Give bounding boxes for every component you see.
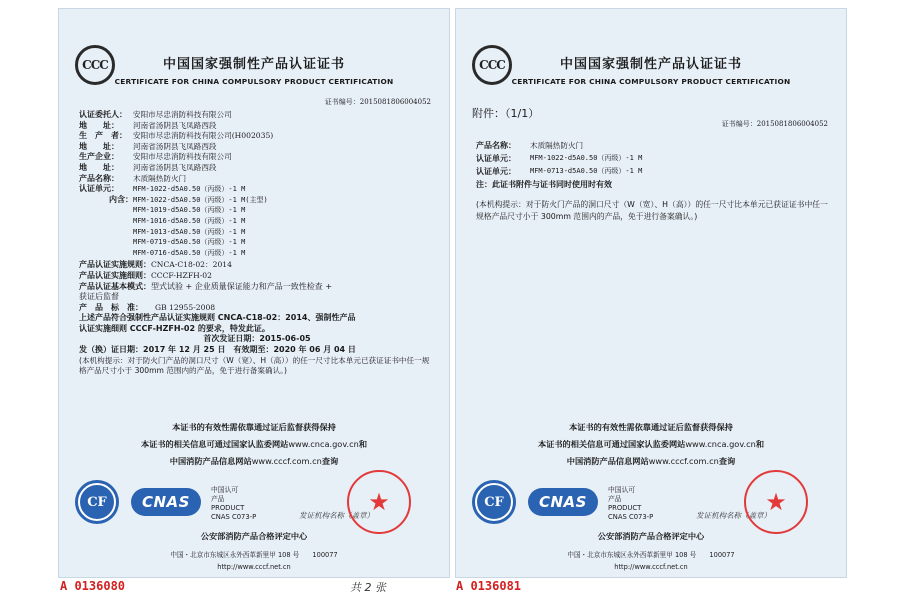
validity-line-2-pre: 本证书的相关信息可通过国家认监委网站: [537, 439, 686, 449]
field-row: [79, 121, 435, 132]
field-row: [79, 195, 435, 206]
ccc-logo-icon: CCC: [75, 45, 115, 85]
serial-number-right: A 0136081: [456, 579, 522, 593]
rule-value: CNCA-C18-02：2014: [151, 260, 232, 270]
cnca-link[interactable]: www.cnca.gov.cn: [288, 439, 359, 449]
field-row: [476, 152, 832, 165]
issuing-org: 公安部消防产品合格评定中心: [200, 531, 308, 541]
product-line: CNAS C073-P: [608, 513, 654, 521]
field-row: [79, 163, 435, 174]
field-row: [79, 142, 435, 153]
contains-item: MFM-1013-d5A0.50（丙级）-1 M: [133, 227, 246, 236]
field-label: 认证单元：: [476, 154, 516, 163]
star-icon: ★: [368, 488, 390, 516]
red-seal-stamp: [744, 470, 808, 534]
contains-row: [79, 227, 435, 238]
certificate-title-en: CERTIFICATE FOR CHINA COMPULSORY PRODUCT CERTIFICATION: [114, 77, 394, 86]
field-value: 河南省汤阴县飞凤路西段: [133, 141, 217, 151]
org-website[interactable]: http://www.cccf.net.cn: [614, 563, 688, 571]
validity-line-3: [456, 453, 846, 470]
certificate-title-cn: 中国国家强制性产品认证证书: [162, 57, 345, 72]
validity-line-2: [456, 436, 846, 453]
field-row: [79, 110, 435, 121]
attachment-note: 注：此证书附件与证书同时使用时有效: [476, 180, 612, 189]
issue-dates: 发（换）证日期：2017 年 12 月 25 日 有效期至：2020 年 06 月 04 日: [79, 345, 356, 355]
rule-row: [79, 260, 435, 271]
field-row: [79, 152, 435, 163]
validity-line-3: [59, 453, 449, 470]
field-label: 内含：: [109, 194, 133, 204]
field-value: 河南省汤阴县飞凤路西段: [133, 162, 217, 172]
validity-line-3-pre: 中国消防产品信息网站: [169, 456, 252, 466]
standard-row: [79, 303, 435, 314]
standard-label: 产 品 标 准：: [79, 302, 143, 312]
detail-value: CCCF-HZFH-02: [151, 270, 212, 280]
validity-line-2-post: 和: [358, 439, 368, 449]
validity-block: [456, 419, 846, 470]
field-label: 产品名称：: [476, 141, 516, 150]
cccf-link[interactable]: www.cccf.com.cn: [251, 456, 322, 466]
validity-line-3-pre: 中国消防产品信息网站: [566, 456, 649, 466]
product-line: CNAS C073-P: [211, 513, 257, 521]
field-value: 安阳市尽忠消防科技有限公司(H002035): [133, 131, 274, 141]
field-label: 地 址：: [79, 141, 119, 151]
field-row: [79, 174, 435, 185]
issuing-org: 公安部消防产品合格评定中心: [597, 531, 705, 541]
field-value: 安阳市尽忠消防科技有限公司: [133, 152, 232, 162]
validity-block: [59, 419, 449, 470]
certificate-main: [58, 8, 450, 578]
validity-line-1: 本证书的有效性需依靠通过证后监督获得保持: [569, 422, 733, 432]
contains-item: MFM-1016-d5A0.50（丙级）-1 M: [133, 216, 246, 225]
certificate-fields: [79, 110, 435, 376]
field-label: 认证委托人：: [79, 110, 127, 119]
field-label: 认证单元：: [79, 184, 119, 194]
contains-row: [79, 248, 435, 259]
field-label: 生产企业：: [79, 152, 119, 162]
validity-line-3-post: 查询: [321, 456, 339, 466]
first-issue-date: 首次发证日期：2015-06-05: [203, 334, 311, 344]
cccf-logo-icon: CF: [472, 480, 516, 524]
certificate-number: 证书编号：2015081806004052: [721, 120, 828, 128]
field-row: [79, 131, 435, 142]
ccc-logo-icon: CCC: [472, 45, 512, 85]
product-line: 中国认可: [608, 486, 636, 494]
field-value: 安阳市尽忠消防科技有限公司: [133, 110, 232, 119]
cccf-link[interactable]: www.cccf.com.cn: [648, 456, 719, 466]
cnas-logo-icon: CNAS: [528, 488, 598, 516]
cnas-product-text: [211, 486, 256, 522]
agency-note: (本机构提示：对于防火门产品的洞口尺寸（W（宽）、H（高））的任一尺寸比本单元已获证证书中任一规格产品尺寸小于 300mm 范围内的产品，免于进行备案确认。): [476, 200, 828, 221]
field-label: 地 址：: [79, 162, 119, 172]
product-line: 产品: [211, 495, 225, 503]
conform-line-2: 认证实施细则 CCCF-HZFH-02 的要求，特发此证。: [79, 323, 270, 333]
field-row: [79, 184, 435, 195]
org-address: 中国・北京市东城区永外西革新里甲 108 号 100077: [170, 551, 338, 559]
certificate-number: 证书编号：2015081806004052: [324, 98, 431, 106]
product-line: PRODUCT: [608, 504, 642, 512]
mode-value: 型式试验 + 企业质量保证能力和产品一致性检查 +: [151, 281, 333, 291]
field-label: 地 址：: [79, 120, 119, 130]
field-value: 木质隔热防火门: [530, 141, 584, 150]
mode-row: [79, 282, 435, 293]
contains-row: [79, 205, 435, 216]
red-seal-stamp: [347, 470, 411, 534]
product-line: 产品: [608, 495, 622, 503]
seal-caption: 发证机构名称（盖章）: [696, 511, 771, 520]
org-website[interactable]: http://www.cccf.net.cn: [217, 563, 291, 571]
contains-item: MFM-0719-d5A0.50（丙级）-1 M: [133, 238, 246, 247]
contains-item: MFM-0716-d5A0.50（丙级）-1 M: [133, 248, 246, 257]
handwritten-note: 共 2 张: [350, 581, 386, 594]
contains-item: MFM-1019-d5A0.50（丙级）-1 M: [133, 206, 246, 215]
field-value: 木质隔热防火门: [133, 173, 187, 183]
mode-label: 产品认证基本模式：: [79, 281, 151, 291]
detail-row: [79, 271, 435, 282]
field-value: MFM-1022-d5A0.50（丙级）-1 M: [133, 185, 246, 194]
org-address: 中国・北京市东城区永外西革新里甲 108 号 100077: [567, 551, 735, 559]
contains-row: [79, 237, 435, 248]
certificate-attachment: [455, 8, 847, 578]
validity-line-3-post: 查询: [718, 456, 736, 466]
field-row: [476, 139, 832, 152]
field-label: 生 产 者：: [79, 131, 127, 141]
contains-row: [79, 216, 435, 227]
field-value: 河南省汤阴县飞凤路西段: [133, 120, 217, 130]
cnca-link[interactable]: www.cnca.gov.cn: [685, 439, 756, 449]
field-value: MFM-0713-d5A0.50（丙级）-1 M: [530, 167, 643, 175]
field-label: 产品名称：: [79, 173, 119, 183]
certificate-title-en: CERTIFICATE FOR CHINA COMPULSORY PRODUCT CERTIFICATION: [511, 77, 791, 86]
cccf-logo-icon: CF: [75, 480, 119, 524]
field-label: 认证单元：: [476, 167, 516, 176]
standard-value: GB 12955-2008: [155, 302, 216, 312]
field-row: [476, 165, 832, 178]
serial-number-left: A 0136080: [60, 579, 126, 593]
product-line: 中国认可: [211, 486, 239, 494]
product-line: PRODUCT: [211, 504, 245, 512]
contains-item: MFM-1022-d5A0.50（丙级）-1 M(主型): [133, 195, 268, 204]
validity-line-1: 本证书的有效性需依靠通过证后监督获得保持: [172, 422, 336, 432]
certificate-title-cn: 中国国家强制性产品认证证书: [559, 57, 742, 72]
cnas-product-text: [608, 486, 653, 522]
validity-line-2: [59, 436, 449, 453]
mode-row-2: [79, 292, 435, 303]
attachment-fields: [476, 139, 832, 223]
seal-caption: 发证机构名称（盖章）: [299, 511, 374, 520]
detail-label: 产品认证实施细则：: [79, 270, 151, 280]
cnas-logo-icon: CNAS: [131, 488, 201, 516]
validity-line-2-pre: 本证书的相关信息可通过国家认监委网站: [140, 439, 289, 449]
attachment-label: 附件：（1/1）: [472, 107, 540, 120]
validity-line-2-post: 和: [755, 439, 765, 449]
star-icon: ★: [765, 488, 787, 516]
conform-line-1: 上述产品符合强制性产品认证实施规则 CNCA-C18-02：2014、强制性产品: [79, 313, 356, 323]
field-value: MFM-1022-d5A0.50（丙级）-1 M: [530, 154, 643, 162]
mode-value-2: 获证后监督: [79, 292, 119, 302]
rule-label: 产品认证实施规则：: [79, 260, 151, 270]
agency-note: (本机构提示：对于防火门产品的洞口尺寸（W（宽）、H（高））的任一尺寸比本单元已获证证书中任一规格产品尺寸小于 300mm 范围内的产品，免于进行备案确认。): [79, 355, 430, 375]
